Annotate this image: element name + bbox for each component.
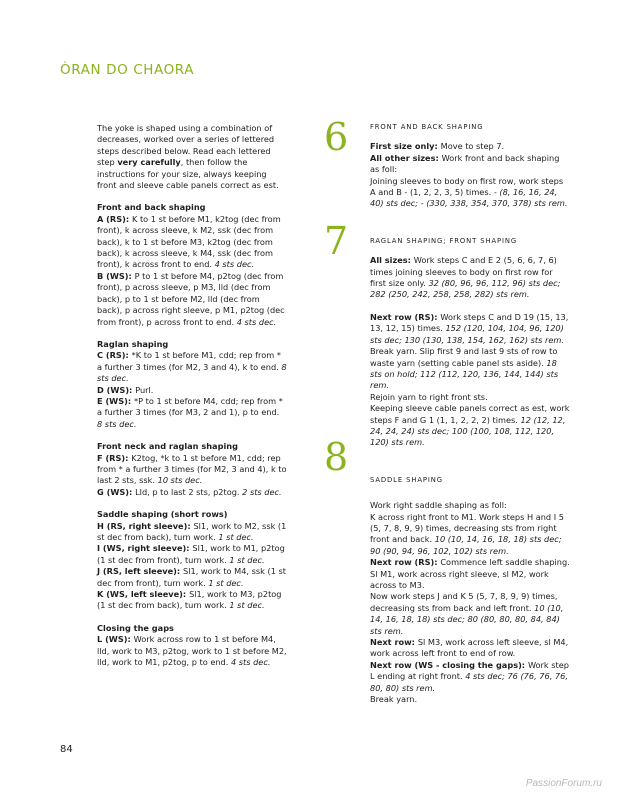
instruction-paragraph: F (RS): K2tog, *k to 1 st before M1, cdd; rep from * a further 3 times (for M2, 3 and 4), k to last 2 sts, ssk. 10 sts dec. xyxy=(97,452,287,486)
intro-paragraph: The yoke is shaped using a combination of decreases, worked over a series of lettered steps described below. Read each lettered step very carefully, then follow the instructions for your size, always keeping front and sleeve cable panels correct as est. xyxy=(97,123,279,191)
step-paragraph: Work right saddle shaping as foll: K across right front to M1. Work steps H and I 5 (5, 7, 8, 9, 9) times, decreasing sts from right front and back. 10 (10, 14, 16, 18, 18) sts dec; 90 (90, 94, 96, 102, 102) sts rem. Next row (RS): Commence left saddle shaping. Sl M1, work across right sleeve, sl M2, work across to M3. Now work steps J and K 5 (5, 7, 8, 9, 9) times, decreasing sts from back and left front. 10 (10, 14, 16, 18, 18) sts dec; 80 (80, 80, 80, 84, 84) sts rem. Next row: Sl M3, work across left sleeve, sl M4, work across left front to end of row. Next row (WS - closing the gaps): Work step L ending at right front. 4 sts dec; 76 (76, 76, 76, 80, 80) sts rem. Break yarn. xyxy=(370,500,570,705)
watermark: PassionForum.ru xyxy=(525,778,602,789)
step-number-6: 6 xyxy=(324,115,349,159)
instruction-paragraph: I (WS, right sleeve): Sl1, work to M1, p2tog (1 st dec from front), turn work. 1 st dec. xyxy=(97,543,285,565)
instruction-paragraph: B (WS): P to 1 st before M4, p2tog (dec from front), p across sleeve, p M3, lld (dec from back), p to 1 st before M2, lld (dec from back), p across right sleeve, p M1, p2tog (dec from front), p across front to end. 4 sts dec. xyxy=(97,270,285,327)
instruction-paragraph: J (RS, left sleeve): Sl1, work to M4, ssk (1 st dec from front), turn work. 1 st dec. xyxy=(97,566,286,588)
step-8 xyxy=(370,475,570,706)
subsection-heading: Saddle shaping (short rows) xyxy=(97,509,228,520)
right-column xyxy=(370,122,570,705)
step-number-7: 7 xyxy=(324,219,349,263)
step-7 xyxy=(370,236,570,449)
step-label: FRONT AND BACK SHAPING xyxy=(370,123,484,131)
step-label: RAGLAN SHAPING; FRONT SHAPING xyxy=(370,236,518,245)
instruction-paragraph: G (WS): Lld, p to last 2 sts, p2tog. 2 sts dec. xyxy=(97,486,282,497)
subsection-heading: Front neck and raglan shaping xyxy=(97,441,238,452)
step-6 xyxy=(370,122,570,210)
instruction-paragraph: L (WS): Work across row to 1 st before M4, lld, work to M3, p2tog, work to 1 st before M2, lld, work to M1, p2tog, p to end. 4 sts dec. xyxy=(97,634,287,668)
step-number-8: 8 xyxy=(324,435,349,479)
step-label: SADDLE SHAPING xyxy=(370,475,443,484)
section-title: ÒRAN DO CHAORA xyxy=(60,62,195,78)
step-paragraph: All sizes: Work steps C and E 2 (5, 6, 6, 7, 6) times joining sleeves to body on first row for first size only. 32 (80, 96, 96, 112, 96) sts dec; 282 (250, 242, 258, 258, 282) sts rem. xyxy=(370,255,561,300)
page-number: 84 xyxy=(60,744,73,755)
subsection-heading: Raglan shaping xyxy=(97,338,169,349)
instruction-paragraph: C (RS): *K to 1 st before M1, cdd; rep from * a further 3 times (for M2, 3 and 4), k to end. 8 sts dec. xyxy=(97,350,287,384)
instruction-paragraph: A (RS): K to 1 st before M1, k2tog (dec from front), k across sleeve, k M2, ssk (dec from back), k to 1 st before M3, k2tog (dec from back), k across sleeve, k M4, ssk (dec from front), k across front to end. 4 sts dec. xyxy=(97,213,281,270)
left-column xyxy=(97,123,287,668)
instruction-paragraph: K (WS, left sleeve): Sl1, work to M3, p2tog (1 st dec from back), turn work. 1 st dec. xyxy=(97,589,282,611)
instruction-paragraph: E (WS): *P to 1 st before M4, cdd; rep from * a further 3 times (for M3, 2 and 1), p to end. 8 sts dec. xyxy=(97,395,283,429)
instruction-paragraph: H (RS, right sleeve): Sl1, work to M2, ssk (1 st dec from back), turn work. 1 st dec. xyxy=(97,520,287,542)
instruction-paragraph: D (WS): Purl. xyxy=(97,384,154,395)
subsection-heading: Closing the gaps xyxy=(97,622,174,633)
step-paragraph: First size only: Move to step 7. All other sizes: Work front and back shaping as foll: Joining sleeves to body on first row, work steps A and B - (1, 2, 2, 3, 5) times. - (8, 16, 16, 24, 40) sts dec; - (330, 338, 354, 370, 378) sts rem. xyxy=(370,141,568,209)
subsection-heading: Front and back shaping xyxy=(97,202,206,213)
step-paragraph: Next row (RS): Work steps C and D 19 (15, 13, 13, 12, 15) times. 152 (120, 104, 104, 96, 120) sts dec; 130 (130, 138, 154, 162, 162) sts rem. Break yarn. Slip first 9 and last 9 sts of row to waste yarn (setting cable panel sts aside). 18 sts on hold; 112 (112, 120, 136, 144, 144) sts rem. Rejoin yarn to right front sts. Keeping sleeve cable panels correct as est, work steps F and G 1 (1, 1, 2, 2, 2) times. 12 (12, 12, 24, 24, 24) sts dec; 100 (100, 108, 112, 120, 120) sts rem. xyxy=(370,311,570,448)
